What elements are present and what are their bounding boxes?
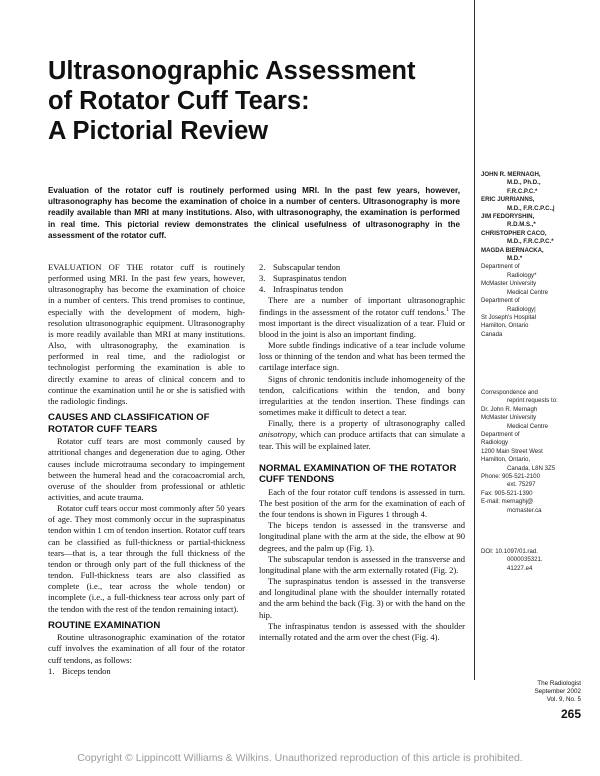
- author-degree: M.D.*: [507, 255, 523, 263]
- paragraph: The infraspinatus tendon is assessed with the shoulder internally rotated and the arm over the chest (Fig. 4).: [259, 620, 465, 642]
- paragraph: Rotator cuff tears occur most commonly after 50 years of age. They most commonly occur in the supraspinatus tendon within 1 cm of tendon insertion. Rotator cuff tears can be classified as full-thickness or partial-thickness tears—that is, a tear through the full thickness of the tendon or through only part of the full thickness of the tendon. Full-thickness tears are also classified as complete (i.e., tear across the whole tendon) or incomplete (i.e., a full-thickness tear across only part of the tendon with the rest of the tendon remaining intact).: [48, 503, 245, 614]
- list-item: [259, 273, 465, 284]
- paragraph: The supraspinatus tendon is assessed in the transverse and longitudinal plane with the shoulder internally rotated and the arm behind the back (Fig. 3) or with the hand on the hip.: [259, 576, 465, 620]
- journal-info: [481, 680, 581, 705]
- doi-line: 41227.e4: [507, 564, 533, 572]
- author-name: CHRISTOPHER CACO,: [481, 229, 547, 237]
- affiliation-line: McMaster University: [481, 280, 537, 288]
- correspondence-line: Medical Centre: [507, 422, 548, 430]
- intro-paragraph: EVALUATION OF THE rotator cuff is routinely performed using MRI. In the past few years, however, ultrasonography has become the examination of choice in a number of centers. This trend promises to continue, especially with the development of modern, high-resolution ultrasonographic equipment. Ultrasonography is more readily available than MRI at many institutions. Also, with ultrasonography, the examination is performed in real time, and the radiologist or technologist performing the examination is able to directly examine to areas of clinical concern and to continue the examination until he or she is satisfied with the radiologic findings.: [48, 262, 245, 406]
- correspondence-line: Dr. John R. Mernagh: [481, 405, 538, 413]
- list-text: Biceps tendon: [62, 665, 111, 676]
- paragraph: [259, 418, 465, 451]
- correspondence-line: mcmaster.ca: [507, 506, 542, 514]
- reference-superscript: 1: [446, 306, 450, 313]
- text-run: Finally, there is a property of ultrasonography called: [268, 418, 465, 429]
- paragraph: Signs of chronic tendonitis include inhomogeneity of the tendon, calcifications within the tendon, and bony irregularities at the tendon insertion. These findings can sometimes make it difficult to detect a tear.: [259, 373, 465, 418]
- list-number: 3.: [259, 273, 266, 284]
- list-text: Subscapular tendon: [273, 262, 341, 272]
- list-number: 4.: [259, 284, 266, 295]
- list-text: Infraspinatus tendon: [273, 284, 344, 295]
- list-item: [259, 262, 465, 273]
- author-name: MAGDA BIERNACKA,: [481, 246, 544, 254]
- journal-date: September 2002: [534, 688, 581, 696]
- list-item: [259, 284, 465, 295]
- title-line: A Pictorial Review: [48, 117, 269, 145]
- section-heading-normal: NORMAL EXAMINATION OF THE ROTATOR CUFF TENDONS: [259, 462, 457, 486]
- paragraph: Rotator cuff tears are most commonly caused by attritional changes and degeneration due to aging. Other causes include microtrauma secondary to impingement between the humeral head and the coracoacromial arch, overuse of the shoulder from professional or athletic activities, and acute trauma.: [48, 436, 245, 502]
- correspondence-line: 1200 Main Street West: [481, 447, 543, 455]
- paragraph: [259, 295, 465, 340]
- tendon-list: [48, 666, 245, 677]
- paragraph: Routine ultrasonographic examination of the rotator cuff involves the examination of all four of the rotator cuff tendons, as follows:: [48, 632, 245, 665]
- paragraph: The biceps tendon is assessed in the transverse and longitudinal plane with the arm at the side, the elbow at 90 degrees, and the palm up (Fig. 1).: [259, 520, 465, 553]
- abstract: Evaluation of the rotator cuff is routinely performed using MRI. In the past few years, however, ultrasonography has become the examination of choice in a number of centers. Ultrasonography is more readily available than MRI at many institutions. Also, with ultrasonography, the examination is performed in real time. This pictorial review demonstrates the clinical usefulness of ultrasonography in the assessment of the rotator cuff.: [48, 186, 460, 240]
- author-degree: M.D., F.R.C.P.C.,|: [507, 204, 555, 212]
- correspondence-line: Hamilton, Ontario,: [481, 456, 531, 464]
- sidebar-divider: [474, 0, 475, 680]
- correspondence-line: Phone: 905-521-2100: [481, 473, 540, 481]
- author-degree: M.D., F.R.C.P.C.*: [507, 238, 554, 246]
- affiliation-line: St Joseph's Hospital: [481, 313, 537, 321]
- title-line: Ultrasonographic Assessment: [48, 57, 416, 85]
- correspondence-block: [481, 389, 593, 515]
- text-run: There are a number of important ultrasonographic findings in the assessment of the rotator cuff tendons.: [259, 295, 465, 317]
- correspondence-line: ext. 75297: [507, 481, 536, 489]
- affiliation-line: Hamilton, Ontario: [481, 322, 529, 330]
- journal-name: The Radiologist: [537, 680, 581, 687]
- author-degree: R.D.M.S.,*: [507, 221, 536, 229]
- paragraph: The subscapular tendon is assessed in the transverse and longitudinal plane with the arm externally rotated (Fig. 2).: [259, 553, 465, 575]
- list-number: 2.: [259, 262, 266, 272]
- section-heading-causes: CAUSES AND CLASSIFICATION OF ROTATOR CUFF TEARS: [48, 412, 210, 435]
- body-column-left: [48, 262, 245, 677]
- affiliations: [481, 263, 593, 339]
- correspondence-line: Radiology: [481, 439, 509, 447]
- affiliation-line: Medical Centre: [507, 288, 548, 296]
- emphasis-term: anisotropy: [259, 429, 296, 440]
- author-degree: M.D., Ph.D.,: [507, 179, 541, 187]
- correspondence-line: Canada, L8N 3Z5: [507, 464, 556, 472]
- correspondence-line: reprint requests to:: [507, 397, 558, 405]
- author-name: JOHN R. MERNAGH,: [481, 171, 541, 178]
- doi-line: 0000035321.: [507, 556, 543, 564]
- doi-line: DOI: 10.1097/01.rad.: [481, 548, 538, 555]
- list-number: 1.: [48, 665, 55, 676]
- list-item: [48, 666, 245, 677]
- author-degree: F.R.C.P.C.*: [507, 187, 538, 195]
- author-name: ERIC JURRIANNS,: [481, 196, 535, 204]
- affiliation-line: Canada: [481, 330, 503, 338]
- tendon-list-continued: [259, 262, 465, 295]
- body-column-right: [259, 262, 465, 643]
- affiliation-line: Department of: [481, 297, 520, 305]
- author-block: [481, 171, 593, 339]
- text-run: , which can produce artifacts that can simulate a tear. This will be explained later.: [259, 429, 465, 451]
- affiliation-line: Department of: [481, 263, 520, 271]
- paragraph: More subtle findings indicative of a tear include volume loss or thinning of the tendon and what has been termed the cartilage interface sign.: [259, 340, 465, 373]
- correspondence-line: Correspondence and: [481, 389, 538, 396]
- text-run: The most important is the direct visualization of a tear. Fluid or blood in the joint is also an important finding.: [259, 306, 465, 339]
- author-name: JIM FEDORYSHIN,: [481, 213, 535, 221]
- paragraph: Each of the four rotator cuff tendons is assessed in turn. The best position of the arm for the examination of each of the four tendons is shown in Figures 1 through 4.: [259, 486, 465, 520]
- correspondence-line: Fax: 905-521-1390: [481, 489, 533, 497]
- doi-block: [481, 548, 593, 573]
- list-text: Supraspinatus tendon: [273, 273, 347, 284]
- correspondence-line: Department of: [481, 431, 520, 439]
- correspondence-line: E-mail: mernaghj@: [481, 498, 534, 506]
- title-line: of Rotator Cuff Tears:: [48, 87, 310, 115]
- affiliation-line: Radiology*: [507, 271, 537, 279]
- correspondence-line: McMaster University: [481, 414, 537, 422]
- page-number: 265: [560, 707, 581, 721]
- copyright-footer: Copyright © Lippincott Williams & Wilkins. Unauthorized reproduction of this article is prohibited.: [77, 752, 523, 764]
- section-heading-routine: ROUTINE EXAMINATION: [48, 619, 161, 631]
- affiliation-line: Radiology|: [507, 305, 536, 313]
- journal-volume: Vol. 9, No. 5: [546, 696, 581, 704]
- article-title: [48, 56, 468, 146]
